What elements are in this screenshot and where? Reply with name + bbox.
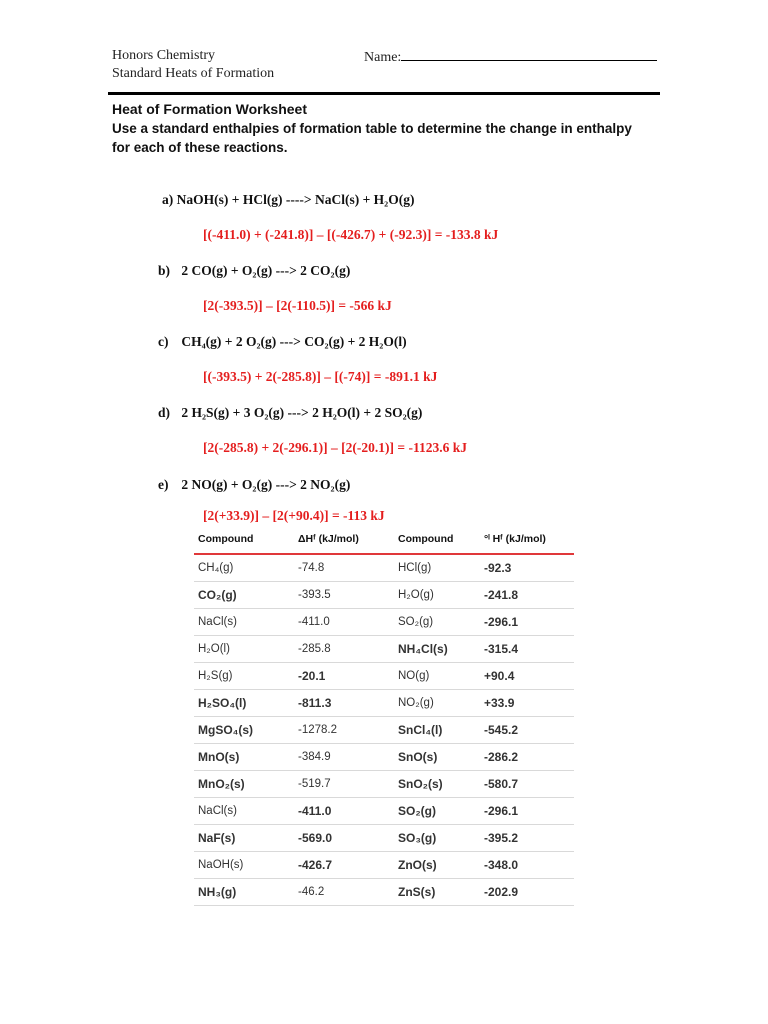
compound-cell: NaOH(s) <box>194 852 294 879</box>
compound-cell: CH₄(g) <box>194 554 294 582</box>
worksheet-title: Heat of Formation Worksheet <box>112 101 307 117</box>
compound-cell: NH₄Cl(s) <box>394 636 480 663</box>
compound-cell: NO(g) <box>394 663 480 690</box>
problem-e-answer: [2(+33.9)] – [2(+90.4)] = -113 kJ <box>203 508 385 523</box>
table-row <box>194 771 574 798</box>
enthalpy-cell: -426.7 <box>294 852 394 879</box>
enthalpy-cell: -46.2 <box>294 879 394 906</box>
name-field <box>364 48 657 66</box>
problem-a-reaction <box>162 192 414 208</box>
enthalpy-cell: -411.0 <box>294 609 394 636</box>
table-header-row <box>194 527 574 554</box>
table-row <box>194 879 574 906</box>
enthalpy-cell: -580.7 <box>480 771 574 798</box>
reaction-equation: CH₄(g) + 2 O₂(g) ---> CO₂(g) + 2 H₂O(l) <box>181 334 407 349</box>
table-row <box>194 582 574 609</box>
enthalpy-cell: -74.8 <box>294 554 394 582</box>
enthalpy-cell: -1278.2 <box>294 717 394 744</box>
compound-cell: ZnS(s) <box>394 879 480 906</box>
enthalpy-cell: -545.2 <box>480 717 574 744</box>
enthalpy-cell: -569.0 <box>294 825 394 852</box>
problem-label: c) <box>158 334 169 349</box>
compound-cell: MgSO₄(s) <box>194 717 294 744</box>
col-header-compound-2: Compound <box>394 527 480 554</box>
compound-cell: H₂O(l) <box>194 636 294 663</box>
enthalpy-cell: -395.2 <box>480 825 574 852</box>
table-row <box>194 663 574 690</box>
col-header-compound-1: Compound <box>194 527 294 554</box>
enthalpy-cell: -241.8 <box>480 582 574 609</box>
table-row <box>194 690 574 717</box>
problem-c-answer: [(-393.5) + 2(-285.8)] – [(-74)] = -891.1 kJ <box>203 369 438 384</box>
col-header-enthalpy-2: °ˡ Hᶠ (kJ/mol) <box>480 527 574 554</box>
enthalpy-cell: -811.3 <box>294 690 394 717</box>
problem-label: e) <box>158 477 169 492</box>
table-row <box>194 636 574 663</box>
enthalpy-cell: -348.0 <box>480 852 574 879</box>
enthalpy-cell: -411.0 <box>294 798 394 825</box>
problem-b-answer: [2(-393.5)] – [2(-110.5)] = -566 kJ <box>203 298 392 313</box>
compound-cell: MnO(s) <box>194 744 294 771</box>
compound-cell: NH₃(g) <box>194 879 294 906</box>
table-row <box>194 744 574 771</box>
compound-cell: CO₂(g) <box>194 582 294 609</box>
problem-label: b) <box>158 263 171 278</box>
compound-cell: ZnO(s) <box>394 852 480 879</box>
reaction-equation: NaOH(s) + HCl(g) ----> NaCl(s) + H₂O(g) <box>176 192 415 207</box>
problem-d-reaction <box>158 405 422 421</box>
table-row <box>194 554 574 582</box>
table-row <box>194 717 574 744</box>
problem-e-reaction <box>158 477 350 493</box>
compound-cell: H₂S(g) <box>194 663 294 690</box>
name-blank-line <box>401 48 657 61</box>
worksheet-topic: Standard Heats of Formation <box>112 66 275 81</box>
enthalpy-cell: +90.4 <box>480 663 574 690</box>
enthalpy-cell: -296.1 <box>480 798 574 825</box>
compound-cell: NO₂(g) <box>394 690 480 717</box>
header-rule <box>108 92 660 95</box>
compound-cell: SnCl₄(l) <box>394 717 480 744</box>
reaction-equation: 2 NO(g) + O₂(g) ---> 2 NO₂(g) <box>181 477 351 492</box>
reaction-equation: 2 CO(g) + O₂(g) ---> 2 CO₂(g) <box>181 263 351 278</box>
enthalpy-cell: -286.2 <box>480 744 574 771</box>
compound-cell: SO₃(g) <box>394 825 480 852</box>
enthalpy-cell: -519.7 <box>294 771 394 798</box>
enthalpy-cell: -384.9 <box>294 744 394 771</box>
course-name: Honors Chemistry <box>112 48 216 63</box>
enthalpy-cell: -92.3 <box>480 554 574 582</box>
compound-cell: SO₂(g) <box>394 609 480 636</box>
compound-cell: SnO(s) <box>394 744 480 771</box>
enthalpy-cell: -315.4 <box>480 636 574 663</box>
heats-of-formation-table <box>194 527 574 906</box>
table-row <box>194 825 574 852</box>
name-label: Name: <box>364 50 402 65</box>
table-row <box>194 609 574 636</box>
compound-cell: H₂O(g) <box>394 582 480 609</box>
enthalpy-cell: -20.1 <box>294 663 394 690</box>
problem-d-answer: [2(-285.8) + 2(-296.1)] – [2(-20.1)] = -1123.6 kJ <box>203 440 467 455</box>
enthalpy-cell: +33.9 <box>480 690 574 717</box>
reaction-equation: 2 H₂S(g) + 3 O₂(g) ---> 2 H₂O(l) + 2 SO₂(g) <box>181 405 423 420</box>
enthalpy-cell: -202.9 <box>480 879 574 906</box>
compound-cell: MnO₂(s) <box>194 771 294 798</box>
compound-cell: HCl(g) <box>394 554 480 582</box>
compound-cell: NaCl(s) <box>194 609 294 636</box>
problem-a-answer: [(-411.0) + (-241.8)] – [(-426.7) + (-92.3)] = -133.8 kJ <box>203 227 499 242</box>
table-row <box>194 798 574 825</box>
problem-c-reaction <box>158 334 407 350</box>
compound-cell: NaF(s) <box>194 825 294 852</box>
worksheet-instructions: Use a standard enthalpies of formation table to determine the change in enthalpy for each of these reactions. <box>112 121 632 155</box>
enthalpy-cell: -285.8 <box>294 636 394 663</box>
enthalpy-cell: -296.1 <box>480 609 574 636</box>
compound-cell: SO₂(g) <box>394 798 480 825</box>
enthalpy-cell: -393.5 <box>294 582 394 609</box>
compound-cell: NaCl(s) <box>194 798 294 825</box>
problem-label: d) <box>158 405 171 420</box>
problem-b-reaction <box>158 263 350 279</box>
problem-label: a) <box>162 192 174 207</box>
col-header-enthalpy-1: ΔHᶠ (kJ/mol) <box>294 527 394 554</box>
compound-cell: SnO₂(s) <box>394 771 480 798</box>
compound-cell: H₂SO₄(l) <box>194 690 294 717</box>
table-row <box>194 852 574 879</box>
